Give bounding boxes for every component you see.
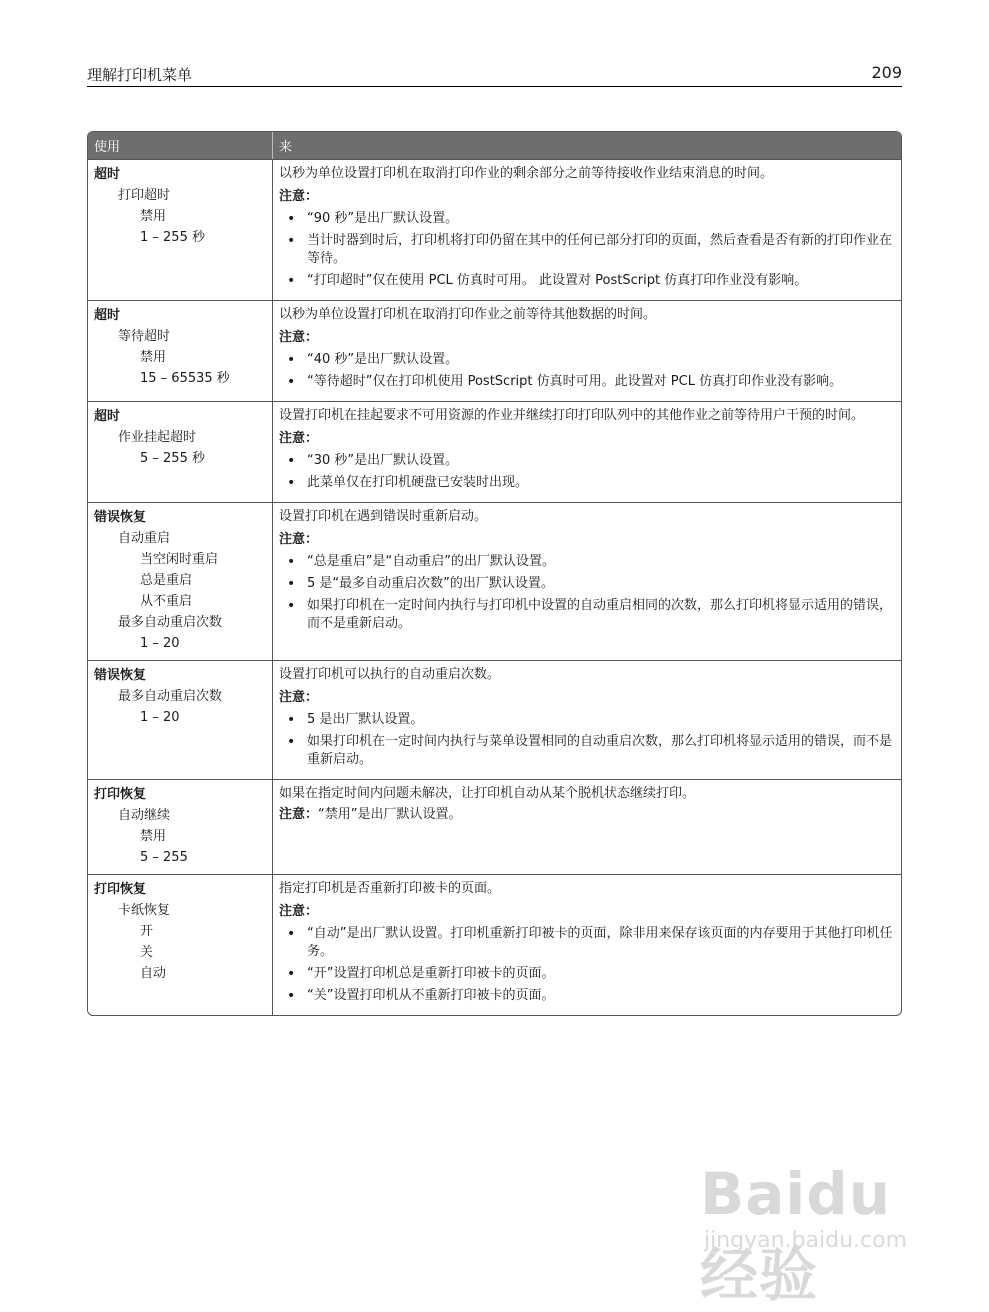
menu-option: 1 – 255 秒: [140, 230, 205, 245]
menu-option: 1 – 20: [140, 710, 180, 725]
note-label: 注意：: [279, 330, 319, 345]
menu-option: 当空闲时重启: [140, 552, 219, 567]
note-item: • “关”设置打印机从不重新打印被卡的页面。: [279, 987, 895, 1005]
table-row: [88, 660, 901, 779]
note-label: 注意：: [279, 532, 319, 547]
note-item: • 5 是出厂默认设置。: [279, 711, 895, 729]
description-cell: [272, 159, 901, 300]
description-text: 如果在指定时间内问题未解决，让打印机自动从某个脱机状态继续打印。: [279, 786, 696, 801]
menu-item: 作业挂起超时: [118, 430, 197, 445]
note-item: • “总是重启”是“自动重启”的出厂默认设置。: [279, 553, 895, 571]
note-list: [279, 351, 895, 391]
description-cell: [272, 874, 901, 1015]
menu-path-cell: [88, 660, 272, 779]
page-number: 209: [871, 63, 902, 82]
menu-option: 禁用: [140, 209, 167, 224]
table-row: [88, 502, 901, 660]
menu-path-cell: [88, 300, 272, 401]
note-item: • “90 秒”是出厂默认设置。: [279, 210, 895, 228]
note-item: • “30 秒”是出厂默认设置。: [279, 452, 895, 470]
description-cell: [272, 660, 901, 779]
description-text: 指定打印机是否重新打印被卡的页面。: [279, 881, 501, 896]
note-item: • “打印超时”仅在使用 PCL 仿真时可用。 此设置对 PostScript 仿真打印作业没有影响。: [279, 272, 895, 290]
column-header-to: 来: [272, 132, 901, 159]
menu-option: 开: [140, 924, 154, 939]
table-row: [88, 874, 901, 1015]
note-text: “禁用”是出厂默认设置。: [318, 807, 462, 822]
note-item: • 当计时器到时后，打印机将打印仍留在其中的任何已部分打印的页面，然后查看是否有新的打印作业在等待。: [279, 232, 895, 268]
menu-path-cell: [88, 779, 272, 874]
menu-group: 打印恢复: [94, 787, 147, 802]
menu-option: 15 – 65535 秒: [140, 371, 230, 386]
menu-option: 总是重启: [140, 573, 193, 588]
note-label: 注意：: [279, 690, 319, 705]
watermark-logo: Baidu经验: [700, 1160, 892, 1309]
column-header-use: 使用: [88, 132, 272, 159]
menu-group: 超时: [94, 409, 121, 424]
menu-option: 关: [140, 945, 154, 960]
menu-path-cell: [88, 874, 272, 1015]
note-label: 注意：: [279, 904, 319, 919]
description-cell: [272, 401, 901, 502]
menu-option: 禁用: [140, 350, 167, 365]
table-row: [88, 779, 901, 874]
menu-group: 打印恢复: [94, 882, 147, 897]
watermark: [700, 1160, 940, 1309]
description-text: 设置打印机在遇到错误时重新启动。: [279, 509, 488, 524]
menu-option: 禁用: [140, 829, 167, 844]
menu-item: 最多自动重启次数: [118, 689, 223, 704]
description-text: 以秒为单位设置打印机在取消打印作业的剩余部分之前等待接收作业结束消息的时间。: [279, 166, 774, 181]
note-list: [279, 452, 895, 492]
menu-group: 超时: [94, 308, 121, 323]
menu-group: 错误恢复: [94, 510, 147, 525]
description-text: 设置打印机在挂起要求不可用资源的作业并继续打印打印队列中的其他作业之前等待用户干预的时间。: [279, 408, 865, 423]
note-line: [279, 805, 895, 824]
menu-option: 自动: [140, 966, 167, 981]
note-item: • “等待超时”仅在打印机使用 PostScript 仿真时可用。此设置对 PCL 仿真打印作业没有影响。: [279, 373, 895, 391]
header-title: 理解打印机菜单: [87, 66, 193, 84]
table-row: [88, 159, 901, 300]
note-item: • 如果打印机在一定时间内执行与菜单设置相同的自动重启次数，那么打印机将显示适用的错误，而不是重新启动。: [279, 733, 895, 769]
menu-item: 自动继续: [118, 808, 171, 823]
note-item: • 此菜单仅在打印机硬盘已安装时出现。: [279, 474, 895, 492]
note-label: 注意：: [279, 807, 319, 822]
note-item: • “40 秒”是出厂默认设置。: [279, 351, 895, 369]
menu-path-cell: [88, 502, 272, 660]
note-list: [279, 925, 895, 1005]
menu-item: 最多自动重启次数: [118, 615, 223, 630]
menu-table: [87, 131, 902, 1016]
menu-path-cell: [88, 401, 272, 502]
note-item: • 如果打印机在一定时间内执行与打印机中设置的自动重启相同的次数，那么打印机将显示适用的错误，而不是重新启动。: [279, 597, 895, 633]
menu-option: 从不重启: [140, 594, 193, 609]
note-list: [279, 210, 895, 290]
description-text: 设置打印机可以执行的自动重启次数。: [279, 667, 501, 682]
note-item: • 5 是“最多自动重启次数”的出厂默认设置。: [279, 575, 895, 593]
description-text: 以秒为单位设置打印机在取消打印作业之前等待其他数据的时间。: [279, 307, 657, 322]
note-list: [279, 553, 895, 633]
note-item: • “开”设置打印机总是重新打印被卡的页面。: [279, 965, 895, 983]
page-header: [87, 62, 902, 87]
menu-group: 错误恢复: [94, 668, 147, 683]
menu-item: 等待超时: [118, 329, 171, 344]
menu-group: 超时: [94, 167, 121, 182]
menu-option: 5 – 255 秒: [140, 451, 205, 466]
note-label: 注意：: [279, 431, 319, 446]
description-cell: [272, 502, 901, 660]
menu-item: 打印超时: [118, 188, 171, 203]
description-cell: [272, 300, 901, 401]
description-cell: [272, 779, 901, 874]
menu-item: 卡纸恢复: [118, 903, 171, 918]
note-list: [279, 711, 895, 769]
note-label: 注意：: [279, 189, 319, 204]
table-row: [88, 300, 901, 401]
menu-item: 自动重启: [118, 531, 171, 546]
table-row: [88, 401, 901, 502]
menu-path-cell: [88, 159, 272, 300]
table-header-row: [88, 132, 901, 159]
menu-option: 1 – 20: [140, 636, 180, 651]
watermark-url: jingyan.baidu.com: [704, 1228, 908, 1253]
note-item: • “自动”是出厂默认设置。打印机重新打印被卡的页面，除非用来保存该页面的内存要用于其他打印机任务。: [279, 925, 895, 961]
menu-option: 5 – 255: [140, 850, 188, 865]
